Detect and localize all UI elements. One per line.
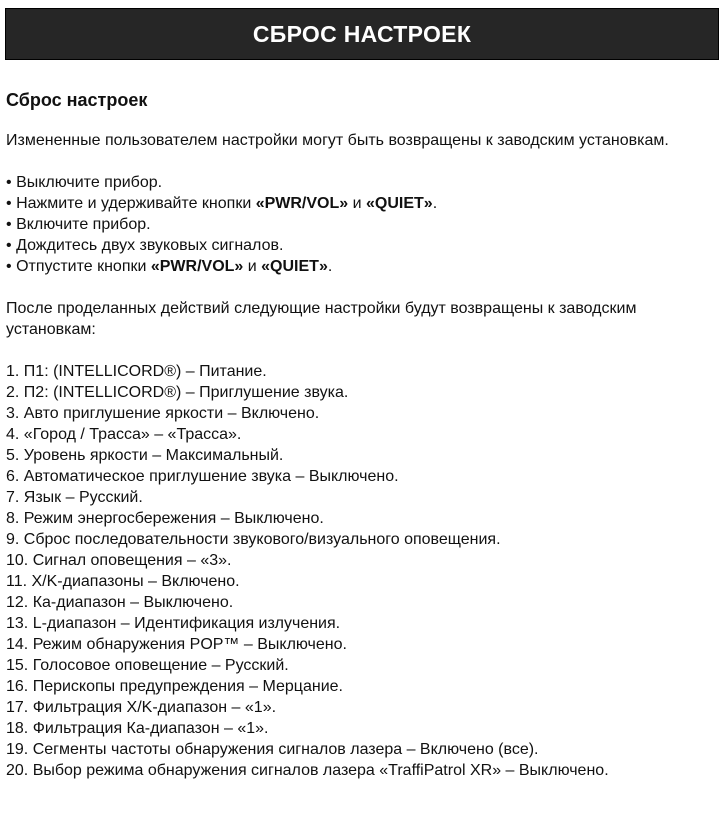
setting-item: 14. Режим обнаружения POP™ – Выключено. <box>6 636 347 653</box>
setting-item: 11. X/K-диапазоны – Включено. <box>6 573 240 590</box>
step-item <box>6 256 711 277</box>
setting-item: 16. Перископы предупреждения – Мерцание. <box>6 678 343 695</box>
reset-section <box>6 88 711 781</box>
step-text: Отпустите кнопки <box>16 258 151 275</box>
bullet: • <box>6 258 12 275</box>
step-text: Дождитесь двух звуковых сигналов. <box>16 237 284 254</box>
setting-item: 20. Выбор режима обнаружения сигналов лазера «TraffiPatrol XR» – Выключено. <box>6 762 609 779</box>
setting-item: 19. Сегменты частоты обнаружения сигналов лазера – Включено (все). <box>6 741 539 758</box>
setting-item: 13. L-диапазон – Идентификация излучения. <box>6 615 341 632</box>
settings-list <box>6 361 711 781</box>
setting-item: 4. «Город / Трасса» – «Трасса». <box>6 426 242 443</box>
step-text-end: . <box>327 258 333 275</box>
setting-item: 1. П1: (INTELLICORD®) – Питание. <box>6 363 267 380</box>
setting-item: 9. Сброс последовательности звукового/визуального оповещения. <box>6 531 501 548</box>
intro-paragraph: Измененные пользователем настройки могут быть возвращены к заводским установкам. <box>6 132 669 149</box>
button-name-pwr-vol: «PWR/VOL» <box>255 195 349 212</box>
button-name-quiet: «QUIET» <box>366 195 433 212</box>
bullet: • <box>6 174 12 191</box>
setting-item: 6. Автоматическое приглушение звука – Выключено. <box>6 468 399 485</box>
setting-item: 12. Ка-диапазон – Выключено. <box>6 594 234 611</box>
banner-title: СБРОС НАСТРОЕК <box>252 20 472 47</box>
setting-item: 3. Авто приглушение яркости – Включено. <box>6 405 320 422</box>
bullet: • <box>6 216 12 233</box>
setting-item: 5. Уровень яркости – Максимальный. <box>6 447 284 464</box>
steps-list <box>6 172 711 277</box>
setting-item: 7. Язык – Русский. <box>6 489 143 506</box>
step-item <box>6 235 711 256</box>
bullet: • <box>6 237 12 254</box>
step-text: Нажмите и удерживайте кнопки <box>16 195 256 212</box>
setting-item: 15. Голосовое оповещение – Русский. <box>6 657 289 674</box>
step-item <box>6 214 711 235</box>
bullet: • <box>6 195 12 212</box>
outro-paragraph: После проделанных действий следующие настройки будут возвращены к заводским установкам: <box>6 300 637 338</box>
setting-item: 17. Фильтрация X/K-диапазон – «1». <box>6 699 277 716</box>
step-item <box>6 172 711 193</box>
title-banner <box>5 8 719 60</box>
step-text: Включите прибор. <box>16 216 151 233</box>
step-item <box>6 193 711 214</box>
setting-item: 10. Сигнал оповещения – «3». <box>6 552 232 569</box>
button-name-pwr-vol: «PWR/VOL» <box>150 258 244 275</box>
section-heading: Сброс настроек <box>6 90 148 110</box>
step-text-mid: и <box>243 258 262 275</box>
step-text: Выключите прибор. <box>16 174 163 191</box>
setting-item: 18. Фильтрация Ка-диапазон – «1». <box>6 720 269 737</box>
step-text-mid: и <box>348 195 366 212</box>
setting-item: 8. Режим энергосбережения – Выключено. <box>6 510 324 527</box>
button-name-quiet: «QUIET» <box>261 258 328 275</box>
step-text-end: . <box>432 195 438 212</box>
setting-item: 2. П2: (INTELLICORD®) – Приглушение звука. <box>6 384 349 401</box>
